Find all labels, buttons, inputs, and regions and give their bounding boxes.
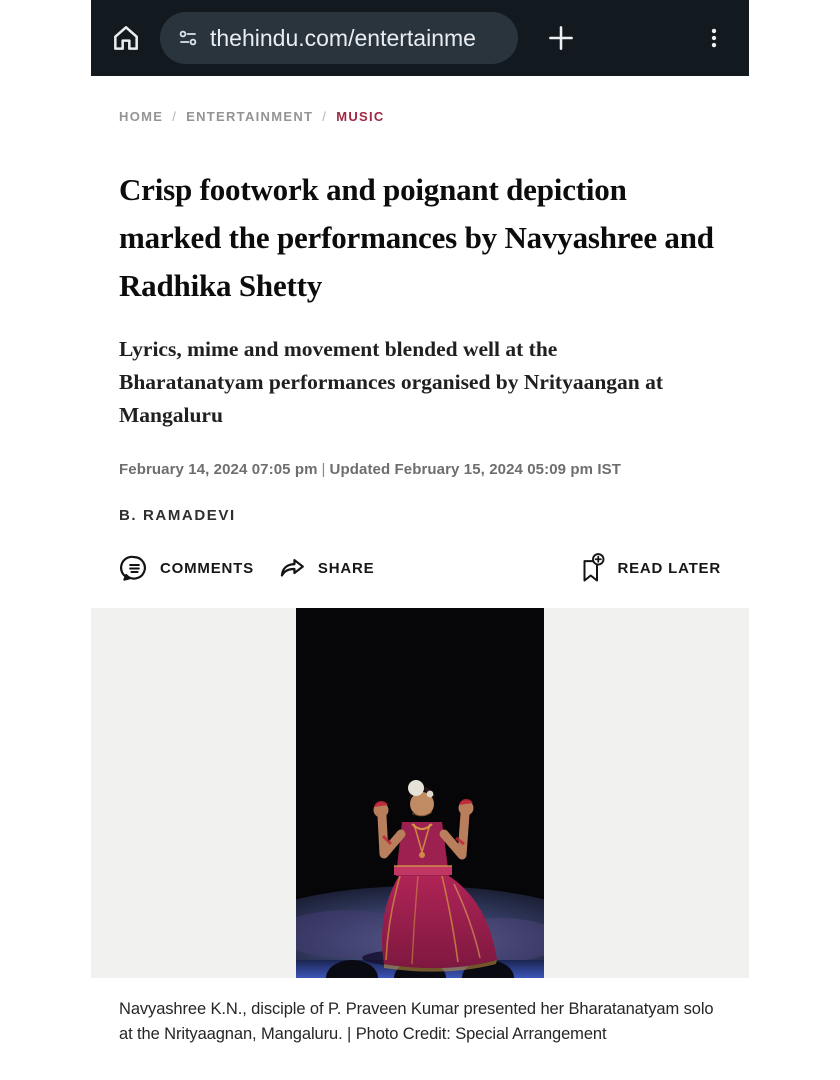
dateline-separator: | bbox=[321, 461, 326, 478]
browser-menu-button[interactable] bbox=[699, 20, 729, 56]
breadcrumb bbox=[119, 109, 721, 124]
article-title: Crisp footwork and poignant depiction marked the performances by Navyashree and Radhika Shetty bbox=[119, 172, 714, 303]
new-tab-icon bbox=[544, 21, 578, 55]
url-text: thehindu.com/entertainme bbox=[210, 24, 476, 51]
phone-screenshot bbox=[91, 0, 749, 1047]
share-button[interactable] bbox=[277, 553, 375, 584]
home-icon bbox=[110, 22, 142, 54]
comments-icon bbox=[119, 553, 150, 584]
breadcrumb-separator: / bbox=[322, 109, 328, 124]
published-date: February 14, 2024 07:05 pm bbox=[119, 461, 318, 478]
breadcrumb-entertainment[interactable]: ENTERTAINMENT bbox=[186, 109, 314, 124]
share-icon bbox=[277, 553, 308, 584]
comments-label: COMMENTS bbox=[160, 559, 254, 577]
share-label: SHARE bbox=[317, 559, 375, 577]
article-subtitle: Lyrics, mime and movement blended well at the Bharatanatyam performances organised by Nrityaangan at Mangaluru bbox=[119, 337, 664, 427]
comments-button[interactable] bbox=[119, 553, 254, 584]
article-image-band bbox=[91, 608, 749, 978]
article-photo-dancer bbox=[296, 608, 544, 978]
breadcrumb-home[interactable]: HOME bbox=[119, 109, 164, 124]
home-button[interactable] bbox=[109, 21, 143, 55]
overflow-menu-icon bbox=[701, 23, 727, 53]
updated-date: Updated February 15, 2024 05:09 pm IST bbox=[329, 461, 621, 478]
breadcrumb-music[interactable]: MUSIC bbox=[336, 109, 385, 124]
article-dateline bbox=[119, 461, 721, 478]
browser-toolbar bbox=[91, 0, 749, 76]
url-bar[interactable] bbox=[160, 12, 518, 64]
breadcrumb-separator: / bbox=[172, 109, 178, 124]
read-later-icon bbox=[577, 551, 607, 585]
site-controls-icon bbox=[176, 26, 200, 50]
read-later-button[interactable] bbox=[577, 551, 721, 585]
author-byline[interactable]: B. RAMADEVI bbox=[119, 507, 236, 524]
read-later-label: READ LATER bbox=[617, 559, 721, 577]
article-action-bar bbox=[119, 551, 721, 585]
photo-caption: Navyashree K.N., disciple of P. Praveen Kumar presented her Bharatanatyam solo at the Nrityaagnan, Mangaluru. | Photo Credit: Special Arrangement bbox=[119, 1000, 714, 1043]
new-tab-button[interactable] bbox=[543, 20, 579, 56]
article-page bbox=[91, 109, 749, 1047]
